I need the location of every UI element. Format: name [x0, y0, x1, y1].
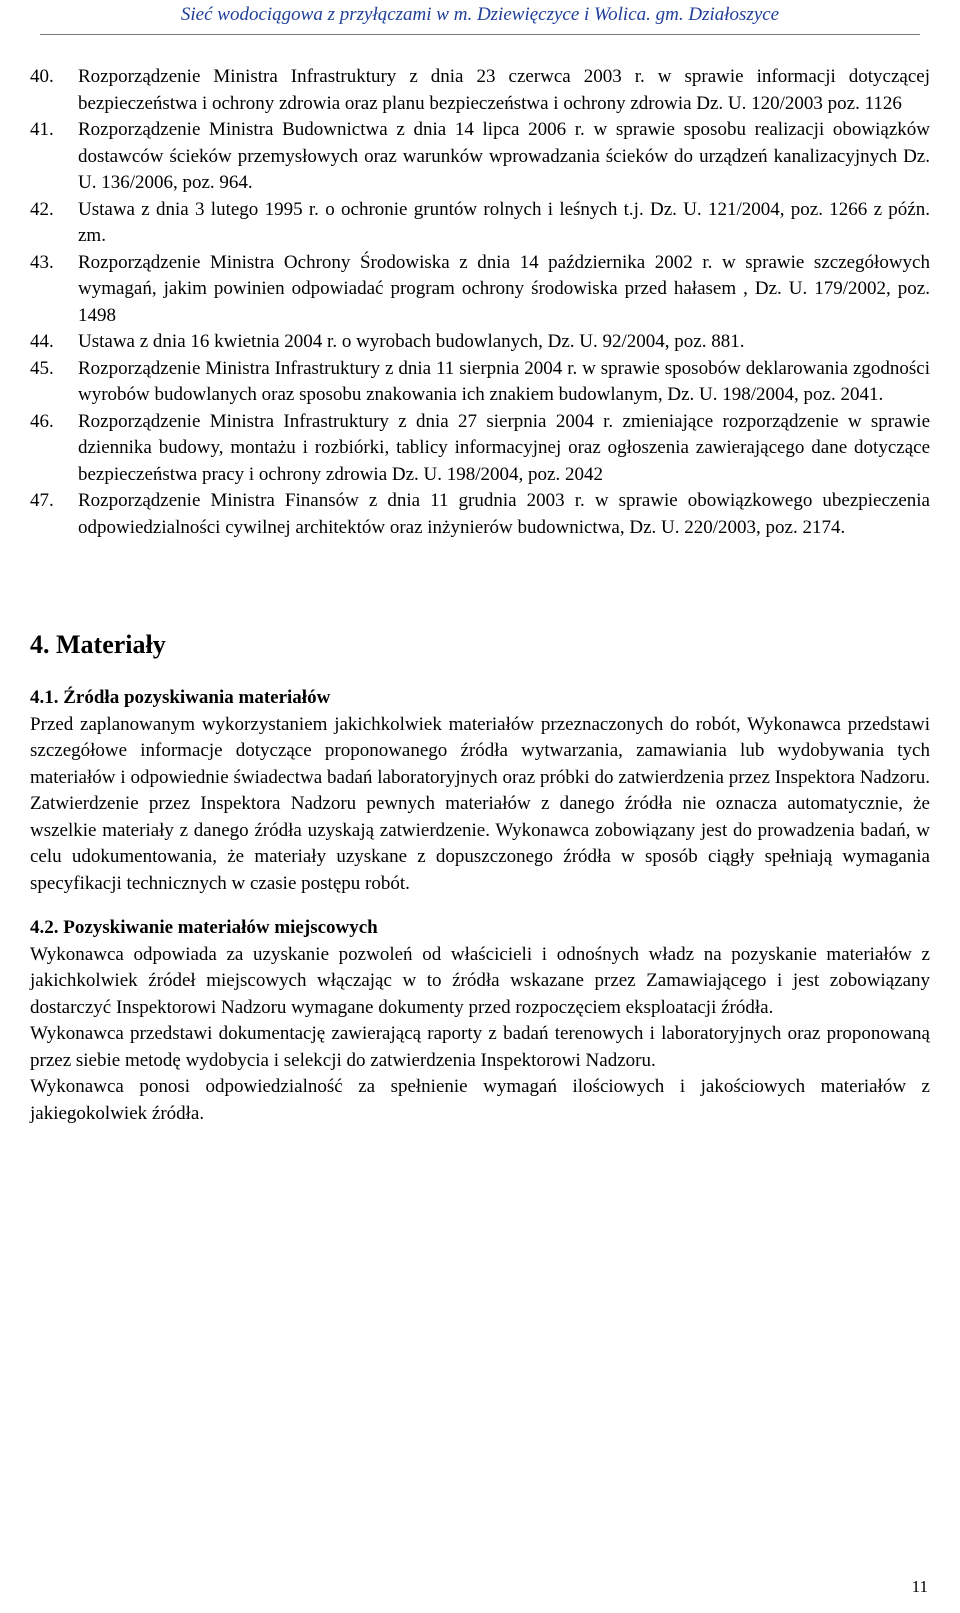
item-text: Rozporządzenie Ministra Infrastruktury z dnia 27 sierpnia 2004 r. zmieniające rozporządzenie w sprawie dziennika budowy, montażu i rozbiórki, tablicy informacyjnej oraz ogłoszenia zawierającego dane dotyczące bezpieczeństwa pracy i ochrony zdrowia Dz. U. 198/2004, poz. 2042 — [78, 410, 930, 485]
paragraph-4-2-c: Wykonawca ponosi odpowiedzialność za spełnienie wymagań ilościowych i jakościowych materiałów z jakiegokolwiek źródła. — [30, 1076, 930, 1124]
list-item — [30, 488, 930, 541]
item-text: Ustawa z dnia 3 lutego 1995 r. o ochronie gruntów rolnych i leśnych t.j. Dz. U. 121/2004, poz. 1266 z późn. zm. — [78, 198, 930, 246]
list-item — [30, 117, 930, 197]
item-number: 45. — [30, 357, 54, 379]
paragraph-4-2-a: Wykonawca odpowiada za uzyskanie pozwoleń od właścicieli i odnośnych władz na pozyskanie materiałów z jakichkolwiek źródeł miejscowych włączając w to źródła wskazane przez Zamawiającego i jest zobowiązany dostarczyć Inspektorowi Nadzoru wymagane dokumenty przed rozpoczęciem eksploatacji źródła. — [30, 943, 930, 1018]
item-number: 43. — [30, 251, 54, 273]
regulations-list — [30, 64, 930, 541]
paragraph-4-1: Przed zaplanowanym wykorzystaniem jakichkolwiek materiałów przeznaczonych do robót, Wykonawca przedstawi szczegółowe informacje dotyczące proponowanego źródła wytwarzania, zamawiania lub wydobywania tych materiałów i odpowiednie świadectwa badań laboratoryjnych oraz próbki do zatwierdzenia przez Inspektora Nadzoru. Zatwierdzenie przez Inspektora Nadzoru pewnych materiałów z danego źródła nie oznacza automatycznie, że wszelkie materiały z danego źródła uzyskają zatwierdzenie. Wykonawca zobowiązany jest do prowadzenia badań, w celu udokumentowania, że materiały uzyskane z dopuszczonego źródła w sposób ciągły spełniają wymagania specyfikacji technicznych w czasie postępu robót. — [30, 713, 930, 894]
list-item — [30, 409, 930, 489]
list-item — [30, 356, 930, 409]
subsection-heading-4-1: 4.1. Źródła pozyskiwania materiałów — [30, 687, 331, 708]
item-text: Rozporządzenie Ministra Infrastruktury z dnia 23 czerwca 2003 r. w sprawie informacji dotyczącej bezpieczeństwa i ochrony zdrowia oraz planu bezpieczeństwa i ochrony zdrowia Dz. U. 120/2003 poz. 1126 — [78, 66, 930, 114]
list-item — [30, 250, 930, 330]
item-number: 41. — [30, 119, 54, 140]
item-text: Rozporządzenie Ministra Ochrony Środowiska z dnia 14 października 2002 r. w sprawie szczegółowych wymagań, jakim powinien odpowiadać program ochrony środowiska przed hałasem , Dz. U. 179/2002, poz. 1498 — [78, 251, 930, 326]
page-content — [30, 64, 930, 1127]
page-number: 11 — [911, 1577, 928, 1596]
list-item — [30, 64, 930, 117]
item-text: Rozporządzenie Ministra Finansów z dnia 11 grudnia 2003 r. w sprawie obowiązkowego ubezpieczenia odpowiedzialności cywilnej architektów oraz inżynierów budownictwa, Dz. U. 220/2003, poz. 2174. — [78, 490, 930, 538]
item-number: 47. — [30, 490, 54, 511]
item-number: 44. — [30, 331, 54, 352]
item-number: 46. — [30, 410, 54, 432]
item-number: 40. — [30, 66, 54, 87]
list-item — [30, 329, 930, 356]
item-number: 42. — [30, 198, 54, 220]
section-heading: 4. Materiały — [30, 630, 166, 659]
item-text: Rozporządzenie Ministra Budownictwa z dnia 14 lipca 2006 r. w sprawie sposobu realizacji obowiązków dostawców ścieków przemysłowych oraz warunków wprowadzania ścieków do urządzeń kanalizacyjnych Dz. U. 136/2006, poz. 964. — [78, 119, 930, 193]
list-item — [30, 197, 930, 250]
paragraph-4-2-b: Wykonawca przedstawi dokumentację zawierającą raporty z badań terenowych i laboratoryjnych oraz proponowaną przez siebie metodę wydobycia i selekcji do zatwierdzenia Inspektorowi Nadzoru. — [30, 1023, 930, 1071]
header-divider — [40, 34, 920, 35]
subsection-heading-4-2: 4.2. Pozyskiwanie materiałów miejscowych — [30, 917, 378, 938]
item-text: Rozporządzenie Ministra Infrastruktury z dnia 11 sierpnia 2004 r. w sprawie sposobów deklarowania zgodności wyrobów budowlanych oraz sposobu znakowania ich znakiem budowlanym, Dz. U. 198/2004, poz. 2041. — [78, 357, 930, 405]
running-header: Sieć wodociągowa z przyłączami w m. Dziewięczyce i Wolica. gm. Działoszyce — [180, 4, 780, 25]
item-text: Ustawa z dnia 16 kwietnia 2004 r. o wyrobach budowlanych, Dz. U. 92/2004, poz. 881. — [78, 331, 745, 352]
